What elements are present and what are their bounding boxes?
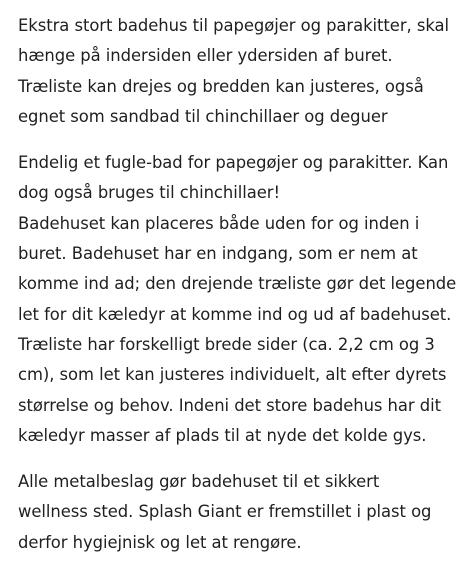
text-line: Endelig et fugle-bad for papegøjer og parakitter. Kan (18, 153, 449, 173)
text-line: egnet som sandbad til chinchillaer og deguer (18, 106, 388, 126)
text-line: Alle metalbeslag gør badehuset til et sikkert (18, 472, 380, 492)
text-line: Træliste har forskelligt brede sider (ca. 2,2 cm og 3 (18, 334, 435, 354)
description-paragraph-closing (18, 467, 458, 558)
description-paragraph-intro (18, 11, 458, 132)
text-line: Badehuset kan placeres både uden for og inden i (18, 213, 420, 233)
description-paragraph-details (18, 148, 458, 451)
text-line: cm), som let kan justeres individuelt, alt efter dyrets (18, 365, 447, 385)
text-line: buret. Badehuset har en indgang, som er nem at (18, 244, 418, 264)
text-line: hænge på indersiden eller ydersiden af buret. (18, 46, 393, 66)
text-line: Ekstra stort badehus til papegøjer og parakitter, skal (18, 16, 449, 35)
text-line: let for dit kæledyr at komme ind og ud af badehuset. (18, 304, 452, 324)
text-line: Træliste kan drejes og bredden kan justeres, også (18, 76, 424, 96)
text-line: wellness sted. Splash Giant er fremstillet i plast og (18, 502, 432, 522)
text-line: dog også bruges til chinchillaer! (18, 183, 280, 203)
text-line: størrelse og behov. Indeni det store badehus har dit (18, 395, 441, 415)
text-line: derfor hygiejnisk og let at rengøre. (18, 532, 302, 552)
text-line: kæledyr masser af plads til at nyde det kolde gys. (18, 425, 427, 445)
product-description (18, 11, 458, 558)
text-line: komme ind ad; den drejende træliste gør det legende (18, 274, 457, 294)
